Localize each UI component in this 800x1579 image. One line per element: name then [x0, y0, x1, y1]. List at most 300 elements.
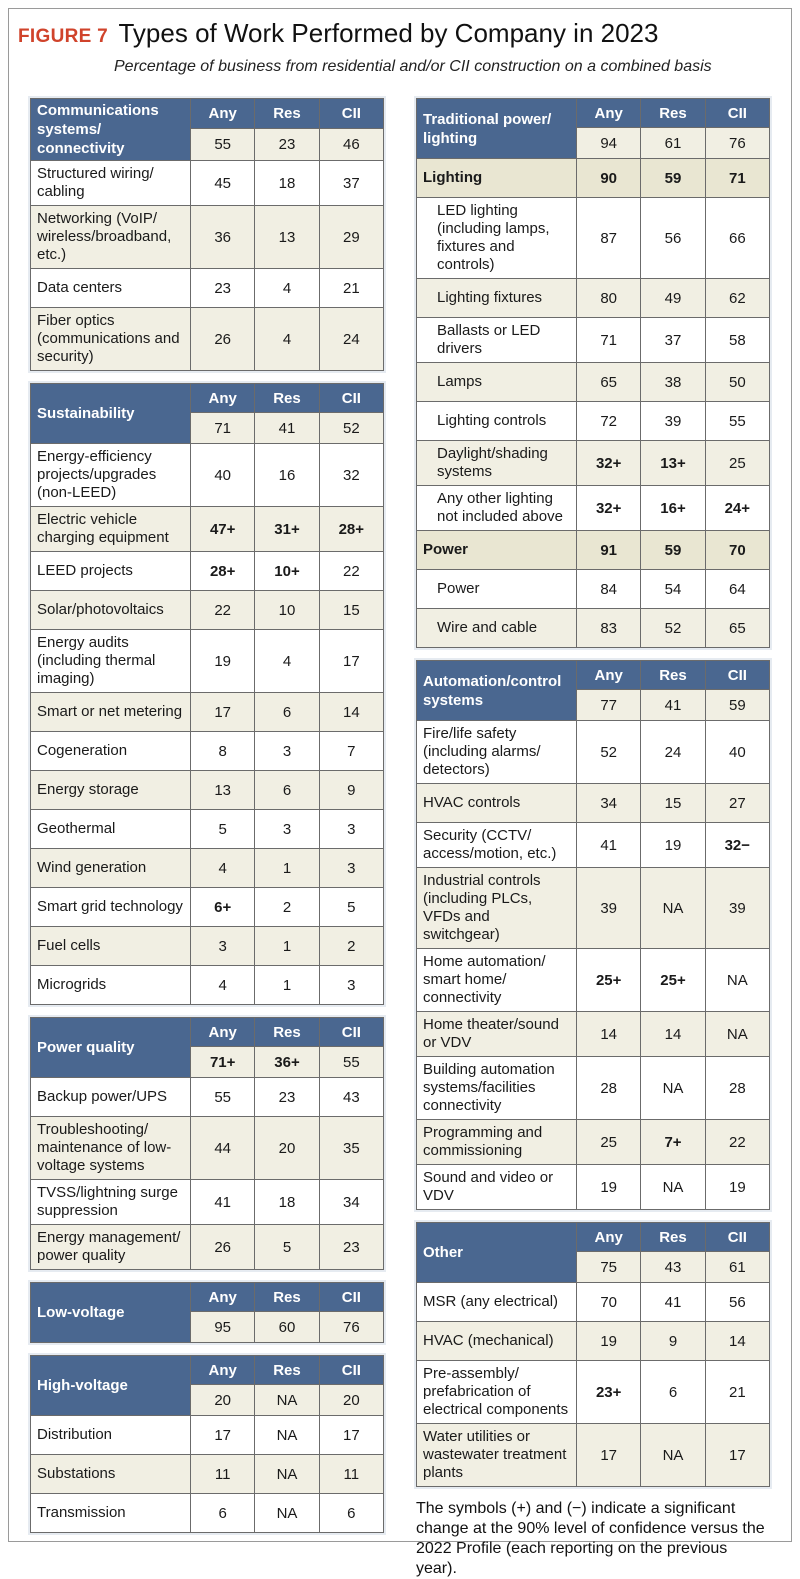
table-cell: 6+	[191, 888, 255, 927]
table-cell: 90	[577, 159, 641, 198]
table-cell: 56	[641, 198, 705, 279]
table-cell: 4	[255, 269, 319, 308]
row-label: Power	[417, 570, 577, 609]
row-label: Home automation/ smart home/ connectivity	[417, 949, 577, 1012]
table-cell: 22	[191, 591, 255, 630]
row-label: Networking (VoIP/ wireless/broadband, etc.)	[31, 206, 191, 269]
row-label: MSR (any electrical)	[417, 1283, 577, 1322]
section-title: High-voltage	[31, 1356, 191, 1416]
table-row	[417, 198, 770, 279]
row-label: Building automation systems/facilities connectivity	[417, 1057, 577, 1120]
row-label: Wind generation	[31, 849, 191, 888]
row-label: Lighting fixtures	[417, 279, 577, 318]
column-header-any: Any	[577, 661, 641, 690]
table-cell: 70	[577, 1283, 641, 1322]
section-high-voltage	[28, 1353, 386, 1535]
section-title: Automation/control systems	[417, 661, 577, 721]
column-header-cii: CII	[319, 1356, 383, 1385]
overall-value: 71	[191, 413, 255, 444]
table-cell: 22	[319, 552, 383, 591]
column-header-any: Any	[191, 1356, 255, 1385]
column-header-res: Res	[641, 99, 705, 128]
table-cell: NA	[641, 1424, 705, 1487]
column-header-any: Any	[577, 99, 641, 128]
table-cell: 19	[705, 1165, 769, 1210]
row-label: Microgrids	[31, 966, 191, 1005]
table-cell: 32+	[577, 441, 641, 486]
table-cell: 64	[705, 570, 769, 609]
table-cell: 4	[191, 966, 255, 1005]
overall-value: 41	[641, 690, 705, 721]
table-cell: NA	[641, 1165, 705, 1210]
table-cell: 16+	[641, 486, 705, 531]
table-row	[31, 444, 384, 507]
table-cell: 24	[641, 721, 705, 784]
table-cell: 2	[255, 888, 319, 927]
overall-value: 55	[319, 1047, 383, 1078]
column-header-res: Res	[255, 99, 319, 129]
table-row	[417, 1012, 770, 1057]
subcategory-row	[417, 531, 770, 570]
section-sustainability	[28, 381, 386, 1007]
table-cell: NA	[255, 1494, 319, 1533]
table-cell: 17	[319, 1416, 383, 1455]
section-table	[416, 1222, 770, 1487]
table-row	[417, 363, 770, 402]
table-cell: 49	[641, 279, 705, 318]
table-row	[31, 1225, 384, 1270]
table-row	[417, 721, 770, 784]
table-cell: 39	[641, 402, 705, 441]
column-header-cii: CII	[319, 99, 383, 129]
section-title: Low-voltage	[31, 1283, 191, 1343]
table-cell: 5	[255, 1225, 319, 1270]
table-cell: 59	[641, 159, 705, 198]
table-cell: NA	[255, 1416, 319, 1455]
subcategory-row	[417, 159, 770, 198]
table-cell: 39	[705, 868, 769, 949]
row-label: Lighting	[417, 159, 577, 198]
table-row	[31, 1416, 384, 1455]
table-cell: 65	[705, 609, 769, 648]
row-label: Sound and video or VDV	[417, 1165, 577, 1210]
table-cell: 9	[641, 1322, 705, 1361]
column-header-cii: CII	[319, 1018, 383, 1047]
table-cell: 32−	[705, 823, 769, 868]
table-cell: 23+	[577, 1361, 641, 1424]
column-header-cii: CII	[705, 1223, 769, 1252]
table-cell: 19	[191, 630, 255, 693]
row-label: Home theater/sound or VDV	[417, 1012, 577, 1057]
table-cell: 52	[641, 609, 705, 648]
table-row	[417, 609, 770, 648]
table-cell: 65	[577, 363, 641, 402]
table-row	[31, 1494, 384, 1533]
table-cell: 20	[255, 1117, 319, 1180]
table-cell: 25+	[641, 949, 705, 1012]
overall-value: 76	[705, 128, 769, 159]
right-column	[414, 96, 772, 1579]
table-cell: 37	[319, 161, 383, 206]
table-cell: 87	[577, 198, 641, 279]
column-header-cii: CII	[705, 661, 769, 690]
table-cell: 52	[577, 721, 641, 784]
table-cell: 16	[255, 444, 319, 507]
overall-value: 20	[191, 1385, 255, 1416]
row-label: Distribution	[31, 1416, 191, 1455]
table-cell: 17	[705, 1424, 769, 1487]
table-cell: NA	[641, 868, 705, 949]
table-row	[417, 1424, 770, 1487]
table-row	[417, 949, 770, 1012]
section-header-row	[31, 384, 384, 413]
section-table	[30, 383, 384, 1005]
row-label: Cogeneration	[31, 732, 191, 771]
row-label: Fuel cells	[31, 927, 191, 966]
table-cell: 41	[641, 1283, 705, 1322]
figure-label: FIGURE 7	[18, 26, 109, 47]
table-row	[417, 486, 770, 531]
table-cell: 18	[255, 1180, 319, 1225]
table-cell: 62	[705, 279, 769, 318]
footnote: The symbols (+) and (−) indicate a significant change at the 90% level of confidence versus the 2022 Profile (each reporting on the previous year).	[416, 1500, 765, 1577]
overall-value: 43	[641, 1252, 705, 1283]
row-label: Transmission	[31, 1494, 191, 1533]
table-cell: 8	[191, 732, 255, 771]
section-title: Traditional power/ lighting	[417, 99, 577, 159]
row-label: Daylight/shading systems	[417, 441, 577, 486]
table-row	[31, 1455, 384, 1494]
overall-value: 75	[577, 1252, 641, 1283]
table-cell: 3	[319, 966, 383, 1005]
table-cell: 4	[255, 630, 319, 693]
table-cell: 19	[641, 823, 705, 868]
table-cell: 39	[577, 868, 641, 949]
table-cell: 5	[191, 810, 255, 849]
row-label: Smart or net metering	[31, 693, 191, 732]
overall-value: 41	[255, 413, 319, 444]
table-row	[417, 1361, 770, 1424]
overall-value: 77	[577, 690, 641, 721]
table-cell: 28	[705, 1057, 769, 1120]
overall-value: 94	[577, 128, 641, 159]
table-cell: 40	[191, 444, 255, 507]
column-header-res: Res	[641, 1223, 705, 1252]
section-table	[416, 98, 770, 648]
overall-value: 20	[319, 1385, 383, 1416]
table-cell: 25+	[577, 949, 641, 1012]
table-cell: 26	[191, 308, 255, 371]
section-title: Communications systems/ connectivity	[31, 99, 191, 161]
table-cell: 83	[577, 609, 641, 648]
table-cell: 29	[319, 206, 383, 269]
table-cell: 47+	[191, 507, 255, 552]
row-label: Backup power/UPS	[31, 1078, 191, 1117]
table-cell: 37	[641, 318, 705, 363]
table-cell: 6	[255, 693, 319, 732]
table-cell: 17	[577, 1424, 641, 1487]
table-cell: 14	[319, 693, 383, 732]
table-row	[417, 279, 770, 318]
table-cell: 14	[641, 1012, 705, 1057]
table-cell: 55	[191, 1078, 255, 1117]
table-cell: 11	[319, 1455, 383, 1494]
overall-value: 46	[319, 128, 383, 160]
table-cell: 17	[319, 630, 383, 693]
table-cell: 34	[319, 1180, 383, 1225]
row-label: Troubleshooting/ maintenance of low-voltage systems	[31, 1117, 191, 1180]
table-cell: 25	[577, 1120, 641, 1165]
table-cell: 6	[255, 771, 319, 810]
row-label: TVSS/lightning surge suppression	[31, 1180, 191, 1225]
table-row	[31, 888, 384, 927]
table-row	[31, 591, 384, 630]
row-label: Wire and cable	[417, 609, 577, 648]
column-header-cii: CII	[705, 99, 769, 128]
overall-value: 59	[705, 690, 769, 721]
table-cell: 3	[255, 810, 319, 849]
table-cell: 19	[577, 1165, 641, 1210]
table-cell: 13+	[641, 441, 705, 486]
table-cell: 55	[705, 402, 769, 441]
row-label: Water utilities or wastewater treatment plants	[417, 1424, 577, 1487]
table-cell: 9	[319, 771, 383, 810]
table-row	[31, 630, 384, 693]
table-cell: 13	[255, 206, 319, 269]
row-label: Programming and commissioning	[417, 1120, 577, 1165]
overall-value: NA	[255, 1385, 319, 1416]
overall-value: 55	[191, 128, 255, 160]
row-label: Energy storage	[31, 771, 191, 810]
table-cell: 25	[705, 441, 769, 486]
table-cell: 7	[319, 732, 383, 771]
table-cell: 50	[705, 363, 769, 402]
table-row	[31, 269, 384, 308]
table-row	[31, 849, 384, 888]
table-row	[417, 1322, 770, 1361]
column-header-res: Res	[255, 384, 319, 413]
section-title: Other	[417, 1223, 577, 1283]
column-header-cii: CII	[319, 1283, 383, 1312]
table-cell: 1	[255, 849, 319, 888]
row-label: Ballasts or LED drivers	[417, 318, 577, 363]
section-table	[30, 1282, 384, 1343]
table-cell: 3	[255, 732, 319, 771]
row-label: Industrial controls (including PLCs, VFDs and switchgear)	[417, 868, 577, 949]
row-label: Data centers	[31, 269, 191, 308]
section-traditional-power-lighting	[414, 96, 772, 650]
section-low-voltage	[28, 1280, 386, 1345]
section-header-row	[417, 99, 770, 128]
column-header-cii: CII	[319, 384, 383, 413]
row-label: Any other lighting not included above	[417, 486, 577, 531]
table-cell: NA	[255, 1455, 319, 1494]
table-row	[417, 1057, 770, 1120]
table-row	[417, 441, 770, 486]
table-cell: 5	[319, 888, 383, 927]
figure-header	[18, 18, 778, 75]
table-row	[31, 1078, 384, 1117]
table-cell: 10	[255, 591, 319, 630]
row-label: Smart grid technology	[31, 888, 191, 927]
table-cell: 58	[705, 318, 769, 363]
table-cell: 3	[191, 927, 255, 966]
figure-subtitle: Percentage of business from residential and/or CII construction on a combined basis	[114, 58, 712, 75]
table-cell: 23	[319, 1225, 383, 1270]
table-cell: 21	[319, 269, 383, 308]
overall-value: 61	[641, 128, 705, 159]
table-cell: 84	[577, 570, 641, 609]
table-cell: 40	[705, 721, 769, 784]
table-row	[31, 693, 384, 732]
table-row	[31, 771, 384, 810]
overall-value: 60	[255, 1312, 319, 1343]
table-row	[31, 966, 384, 1005]
column-header-any: Any	[577, 1223, 641, 1252]
table-cell: 31+	[255, 507, 319, 552]
row-label: Energy management/ power quality	[31, 1225, 191, 1270]
table-row	[417, 570, 770, 609]
table-cell: 2	[319, 927, 383, 966]
column-header-res: Res	[255, 1018, 319, 1047]
section-table	[30, 1355, 384, 1533]
section-header-row	[417, 1223, 770, 1252]
table-cell: 72	[577, 402, 641, 441]
section-title: Sustainability	[31, 384, 191, 444]
table-cell: 35	[319, 1117, 383, 1180]
table-row	[31, 552, 384, 591]
column-header-res: Res	[255, 1356, 319, 1385]
overall-value: 71+	[191, 1047, 255, 1078]
table-cell: 38	[641, 363, 705, 402]
table-cell: 27	[705, 784, 769, 823]
table-cell: 41	[577, 823, 641, 868]
column-header-any: Any	[191, 1018, 255, 1047]
table-row	[31, 161, 384, 206]
table-cell: 18	[255, 161, 319, 206]
table-cell: 24+	[705, 486, 769, 531]
section-power-quality	[28, 1015, 386, 1272]
row-label: Pre-assembly/ prefabrication of electrical components	[417, 1361, 577, 1424]
row-label: Structured wiring/ cabling	[31, 161, 191, 206]
table-cell: 36	[191, 206, 255, 269]
column-header-any: Any	[191, 1283, 255, 1312]
table-row	[417, 823, 770, 868]
overall-value: 95	[191, 1312, 255, 1343]
table-cell: 45	[191, 161, 255, 206]
table-cell: 13	[191, 771, 255, 810]
column-header-res: Res	[641, 661, 705, 690]
table-cell: 10+	[255, 552, 319, 591]
table-row	[417, 784, 770, 823]
section-header-row	[31, 99, 384, 129]
table-cell: 21	[705, 1361, 769, 1424]
table-row	[31, 507, 384, 552]
table-cell: 28	[577, 1057, 641, 1120]
section-table	[30, 98, 384, 371]
section-header-row	[417, 661, 770, 690]
table-cell: 71	[705, 159, 769, 198]
table-cell: 3	[319, 810, 383, 849]
table-cell: NA	[705, 1012, 769, 1057]
table-cell: 4	[255, 308, 319, 371]
table-cell: 41	[191, 1180, 255, 1225]
table-cell: 26	[191, 1225, 255, 1270]
table-cell: 6	[191, 1494, 255, 1533]
table-cell: 43	[319, 1078, 383, 1117]
table-row	[417, 318, 770, 363]
table-row	[31, 308, 384, 371]
table-cell: 59	[641, 531, 705, 570]
table-cell: 80	[577, 279, 641, 318]
table-cell: 56	[705, 1283, 769, 1322]
row-label: Energy-efficiency projects/upgrades (non-LEED)	[31, 444, 191, 507]
section-automation-control-systems	[414, 658, 772, 1212]
column-header-any: Any	[191, 384, 255, 413]
table-cell: 23	[255, 1078, 319, 1117]
table-cell: 1	[255, 966, 319, 1005]
table-row	[31, 927, 384, 966]
table-cell: 71	[577, 318, 641, 363]
table-cell: 17	[191, 1416, 255, 1455]
table-cell: 32+	[577, 486, 641, 531]
table-cell: 32	[319, 444, 383, 507]
table-cell: 6	[319, 1494, 383, 1533]
table-row	[417, 402, 770, 441]
row-label: LEED projects	[31, 552, 191, 591]
table-row	[417, 1283, 770, 1322]
section-communications-systems-connectivity	[28, 96, 386, 373]
table-cell: NA	[705, 949, 769, 1012]
table-row	[31, 1117, 384, 1180]
section-header-row	[31, 1018, 384, 1047]
table-cell: 91	[577, 531, 641, 570]
left-column	[28, 96, 386, 1543]
row-label: Lamps	[417, 363, 577, 402]
table-cell: NA	[641, 1057, 705, 1120]
table-cell: 1	[255, 927, 319, 966]
table-cell: 28+	[191, 552, 255, 591]
table-row	[31, 206, 384, 269]
table-cell: 4	[191, 849, 255, 888]
row-label: HVAC controls	[417, 784, 577, 823]
overall-value: 61	[705, 1252, 769, 1283]
section-table	[416, 660, 770, 1210]
overall-value: 23	[255, 128, 319, 160]
table-row	[31, 810, 384, 849]
table-row	[31, 732, 384, 771]
section-title: Power quality	[31, 1018, 191, 1078]
row-label: LED lighting (including lamps, fixtures and controls)	[417, 198, 577, 279]
row-label: Power	[417, 531, 577, 570]
overall-value: 36+	[255, 1047, 319, 1078]
row-label: Energy audits (including thermal imaging)	[31, 630, 191, 693]
table-cell: 19	[577, 1322, 641, 1361]
table-cell: 24	[319, 308, 383, 371]
row-label: Fiber optics (communications and security)	[31, 308, 191, 371]
section-table	[30, 1017, 384, 1270]
overall-value: 76	[319, 1312, 383, 1343]
table-cell: 11	[191, 1455, 255, 1494]
table-cell: 70	[705, 531, 769, 570]
table-cell: 14	[577, 1012, 641, 1057]
table-row	[417, 1165, 770, 1210]
section-header-row	[31, 1283, 384, 1312]
table-cell: 3	[319, 849, 383, 888]
table-cell: 54	[641, 570, 705, 609]
table-cell: 44	[191, 1117, 255, 1180]
row-label: Security (CCTV/ access/motion, etc.)	[417, 823, 577, 868]
